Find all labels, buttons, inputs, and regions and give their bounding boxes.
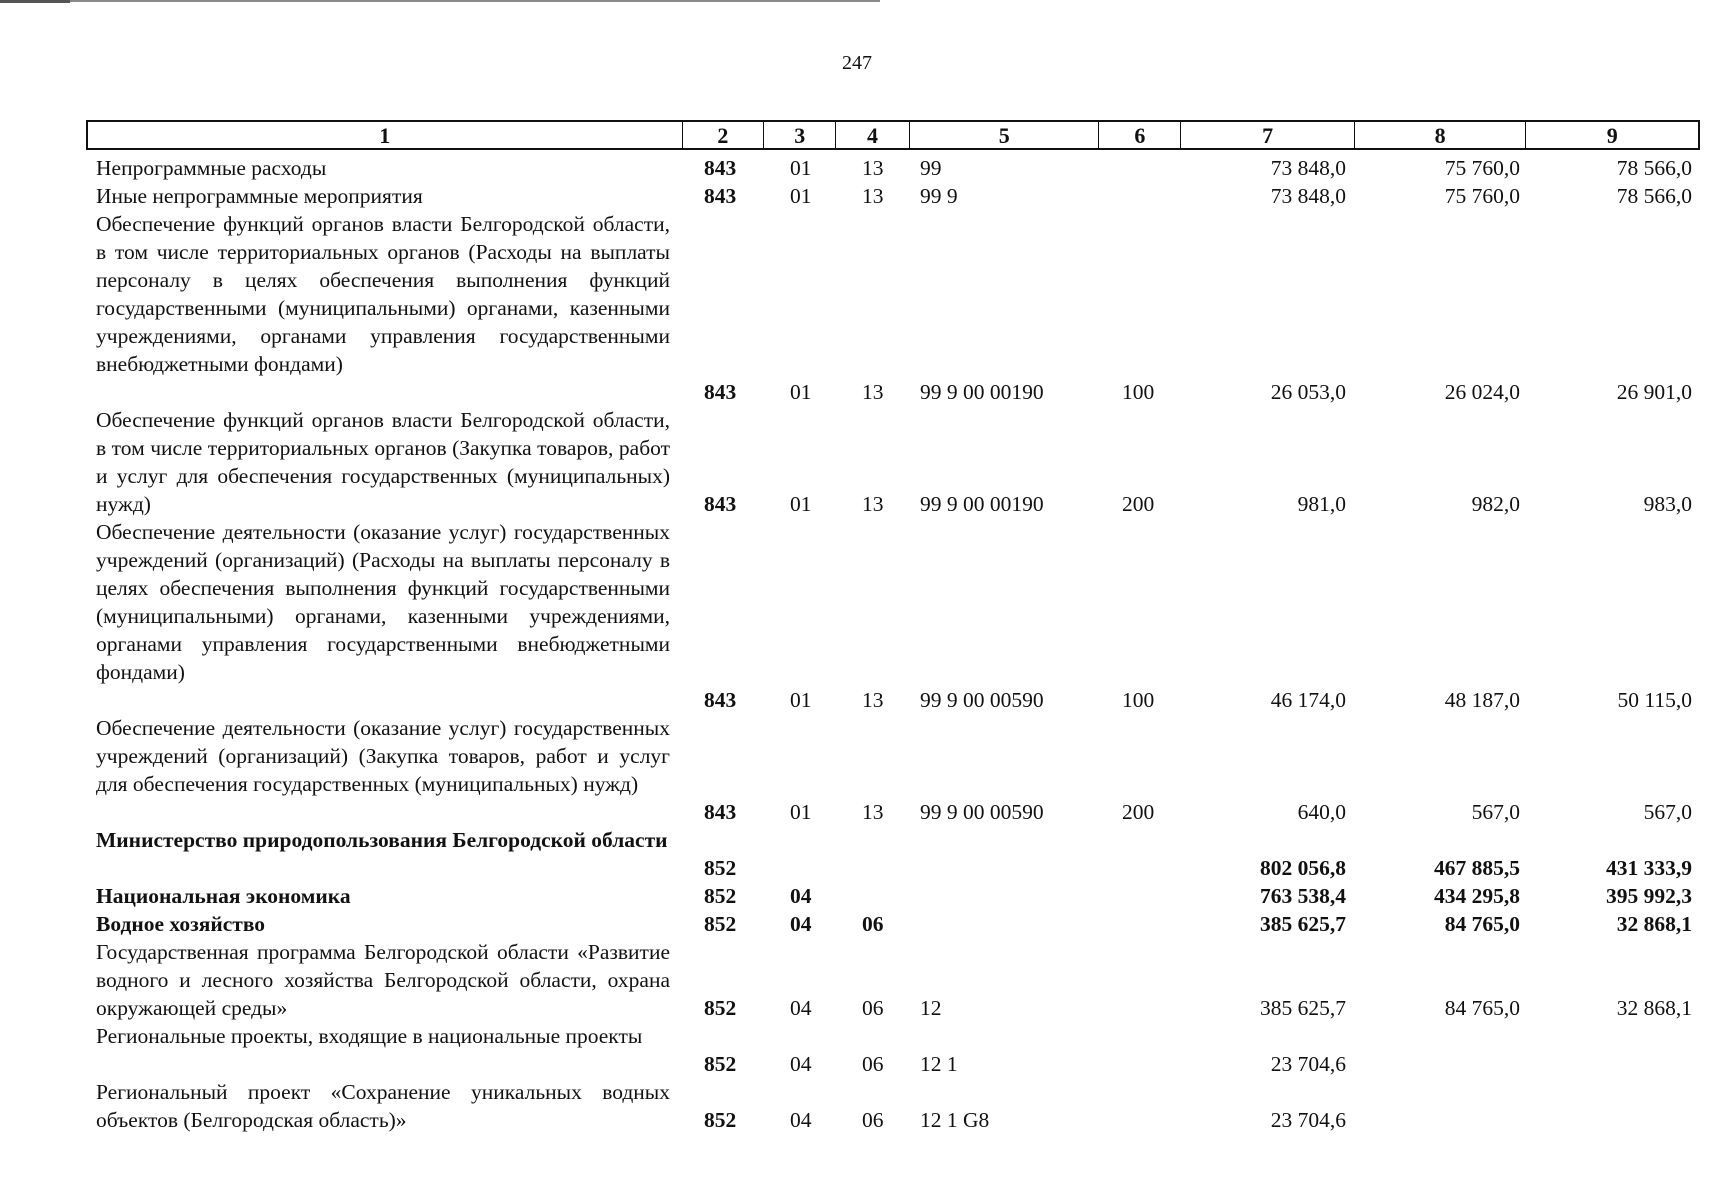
- cell-section: 04: [790, 1108, 812, 1132]
- cell-ministry-code: 852: [704, 884, 737, 908]
- cell-amount-8: 84 765,0: [1444, 996, 1520, 1020]
- cell-expense-type: 200: [1122, 492, 1155, 516]
- row-description: Региональный проект «Сохранение уникальных водных объектов (Белгородская область)»: [96, 1080, 670, 1132]
- cell-section: 01: [790, 380, 812, 404]
- cell-target-article: 99: [920, 156, 942, 180]
- cell-subsection: 13: [862, 492, 884, 516]
- cell-subsection: 13: [862, 380, 884, 404]
- cell-section: 04: [790, 884, 812, 908]
- row-description: Министерство природопользования Белгородской области: [96, 828, 668, 852]
- table-header: [86, 120, 1700, 150]
- scan-edge: [0, 0, 880, 2]
- cell-amount-8: 75 760,0: [1444, 184, 1520, 208]
- cell-ministry-code: 843: [704, 800, 737, 824]
- row-description: Водное хозяйство: [96, 912, 266, 936]
- cell-amount-7: 763 538,4: [1260, 884, 1346, 908]
- cell-subsection: 06: [862, 1108, 884, 1132]
- cell-amount-9: 32 868,1: [1616, 912, 1692, 936]
- cell-amount-7: 23 704,6: [1270, 1052, 1346, 1076]
- row-description: Иные непрограммные мероприятия: [96, 184, 423, 208]
- cell-amount-7: 23 704,6: [1270, 1108, 1346, 1132]
- table-row: [0, 1078, 1714, 1134]
- cell-amount-8: 84 765,0: [1444, 912, 1520, 936]
- cell-target-article: 99 9 00 00190: [920, 492, 1044, 516]
- cell-ministry-code: 852: [704, 996, 737, 1020]
- cell-section: 01: [790, 688, 812, 712]
- header-col-8: 8: [1355, 122, 1527, 148]
- row-description: Обеспечение деятельности (оказание услуг) государственных учреждений (организаций) (Закупка товаров, работ и услуг для обеспечения государственных (муниципальных) нужд): [96, 716, 670, 796]
- table-row-bold: [0, 882, 1714, 910]
- table-row-bold: [0, 826, 1714, 882]
- header-col-9: 9: [1606, 123, 1618, 148]
- cell-amount-7: 385 625,7: [1260, 996, 1346, 1020]
- cell-ministry-code: 852: [704, 856, 737, 880]
- cell-amount-8: 567,0: [1471, 800, 1520, 824]
- cell-target-article: 99 9 00 00190: [920, 380, 1044, 404]
- header-col-4: 4: [836, 122, 910, 148]
- cell-amount-7: 73 848,0: [1270, 184, 1346, 208]
- cell-amount-8: 982,0: [1471, 492, 1520, 516]
- cell-target-article: 99 9: [920, 184, 958, 208]
- cell-amount-7: 26 053,0: [1270, 380, 1346, 404]
- cell-amount-7: 46 174,0: [1270, 688, 1346, 712]
- cell-amount-9: 983,0: [1643, 492, 1692, 516]
- cell-section: 01: [790, 184, 812, 208]
- cell-target-article: 12: [920, 996, 942, 1020]
- header-col-3: 3: [764, 122, 836, 148]
- header-col-6: 6: [1099, 122, 1181, 148]
- table-row-bold: [0, 910, 1714, 938]
- cell-subsection: 06: [862, 996, 884, 1020]
- cell-amount-7: 385 625,7: [1260, 912, 1346, 936]
- cell-subsection: 13: [862, 800, 884, 824]
- cell-amount-7: 981,0: [1297, 492, 1346, 516]
- cell-section: 01: [790, 800, 812, 824]
- cell-expense-type: 100: [1122, 380, 1155, 404]
- table-row: [0, 1022, 1714, 1078]
- cell-ministry-code: 843: [704, 156, 737, 180]
- table-row: [0, 154, 1714, 182]
- cell-ministry-code: 843: [704, 688, 737, 712]
- row-description: Региональные проекты, входящие в национальные проекты: [96, 1024, 643, 1048]
- row-description: Национальная экономика: [96, 884, 351, 908]
- cell-subsection: 13: [862, 688, 884, 712]
- table-row: [0, 210, 1714, 406]
- cell-subsection: 13: [862, 184, 884, 208]
- cell-amount-7: 802 056,8: [1260, 856, 1346, 880]
- cell-amount-8: 467 885,5: [1434, 856, 1520, 880]
- table-row: [0, 518, 1714, 714]
- cell-section: 04: [790, 996, 812, 1020]
- cell-amount-8: 26 024,0: [1444, 380, 1520, 404]
- cell-amount-9: 32 868,1: [1616, 996, 1692, 1020]
- cell-amount-9: 395 992,3: [1606, 884, 1692, 908]
- cell-amount-9: 78 566,0: [1616, 184, 1692, 208]
- cell-subsection: 06: [862, 1052, 884, 1076]
- cell-ministry-code: 852: [704, 1108, 737, 1132]
- cell-amount-9: 431 333,9: [1606, 856, 1692, 880]
- cell-ministry-code: 852: [704, 1052, 737, 1076]
- cell-section: 01: [790, 492, 812, 516]
- cell-expense-type: 100: [1122, 688, 1155, 712]
- cell-section: 04: [790, 912, 812, 936]
- cell-subsection: 13: [862, 156, 884, 180]
- cell-ministry-code: 843: [704, 492, 737, 516]
- row-description: Непрограммные расходы: [96, 156, 327, 180]
- cell-target-article: 12 1 G8: [920, 1108, 990, 1132]
- cell-amount-7: 73 848,0: [1270, 156, 1346, 180]
- cell-ministry-code: 843: [704, 380, 737, 404]
- cell-amount-8: 434 295,8: [1434, 884, 1520, 908]
- scan-edge-corner: [0, 0, 70, 3]
- cell-amount-9: 26 901,0: [1616, 380, 1692, 404]
- cell-amount-7: 640,0: [1297, 800, 1346, 824]
- cell-subsection: 06: [862, 912, 884, 936]
- header-col-1: 1: [88, 122, 683, 148]
- cell-section: 01: [790, 156, 812, 180]
- cell-amount-9: 567,0: [1643, 800, 1692, 824]
- cell-target-article: 99 9 00 00590: [920, 800, 1044, 824]
- cell-expense-type: 200: [1122, 800, 1155, 824]
- row-description: Обеспечение функций органов власти Белгородской области, в том числе территориальных органов (Расходы на выплаты персоналу в целях обеспечения выполнения функций государственными (муниципальными) органами, казенными учреждениями, органами управления государственными внебюджетными фондами): [96, 212, 670, 376]
- table-row: [0, 938, 1714, 1022]
- cell-target-article: 99 9 00 00590: [920, 688, 1044, 712]
- cell-amount-8: 48 187,0: [1444, 688, 1520, 712]
- row-description: Государственная программа Белгородской области «Развитие водного и лесного хозяйства Белгородской области, охрана окружающей среды»: [96, 940, 670, 1020]
- cell-ministry-code: 843: [704, 184, 737, 208]
- header-col-2: 2: [683, 122, 765, 148]
- table-row: [0, 714, 1714, 826]
- row-description: Обеспечение деятельности (оказание услуг) государственных учреждений (организаций) (Расходы на выплаты персоналу в целях обеспечения выполнения функций государственными (муниципальными) органами, казенными учреждениями, органами управления государственными внебюджетными фондами): [96, 520, 670, 684]
- table-row: [0, 406, 1714, 518]
- cell-section: 04: [790, 1052, 812, 1076]
- header-col-5: 5: [910, 122, 1100, 148]
- row-description: Обеспечение функций органов власти Белгородской области, в том числе территориальных органов (Закупка товаров, работ и услуг для обеспечения государственных (муниципальных) нужд): [96, 408, 670, 516]
- header-col-7: 7: [1181, 122, 1355, 148]
- page-number: 247: [842, 52, 872, 74]
- cell-ministry-code: 852: [704, 912, 737, 936]
- cell-amount-9: 78 566,0: [1616, 156, 1692, 180]
- cell-amount-8: 75 760,0: [1444, 156, 1520, 180]
- table-row: [0, 182, 1714, 210]
- cell-amount-9: 50 115,0: [1617, 688, 1692, 712]
- cell-target-article: 12 1: [920, 1052, 958, 1076]
